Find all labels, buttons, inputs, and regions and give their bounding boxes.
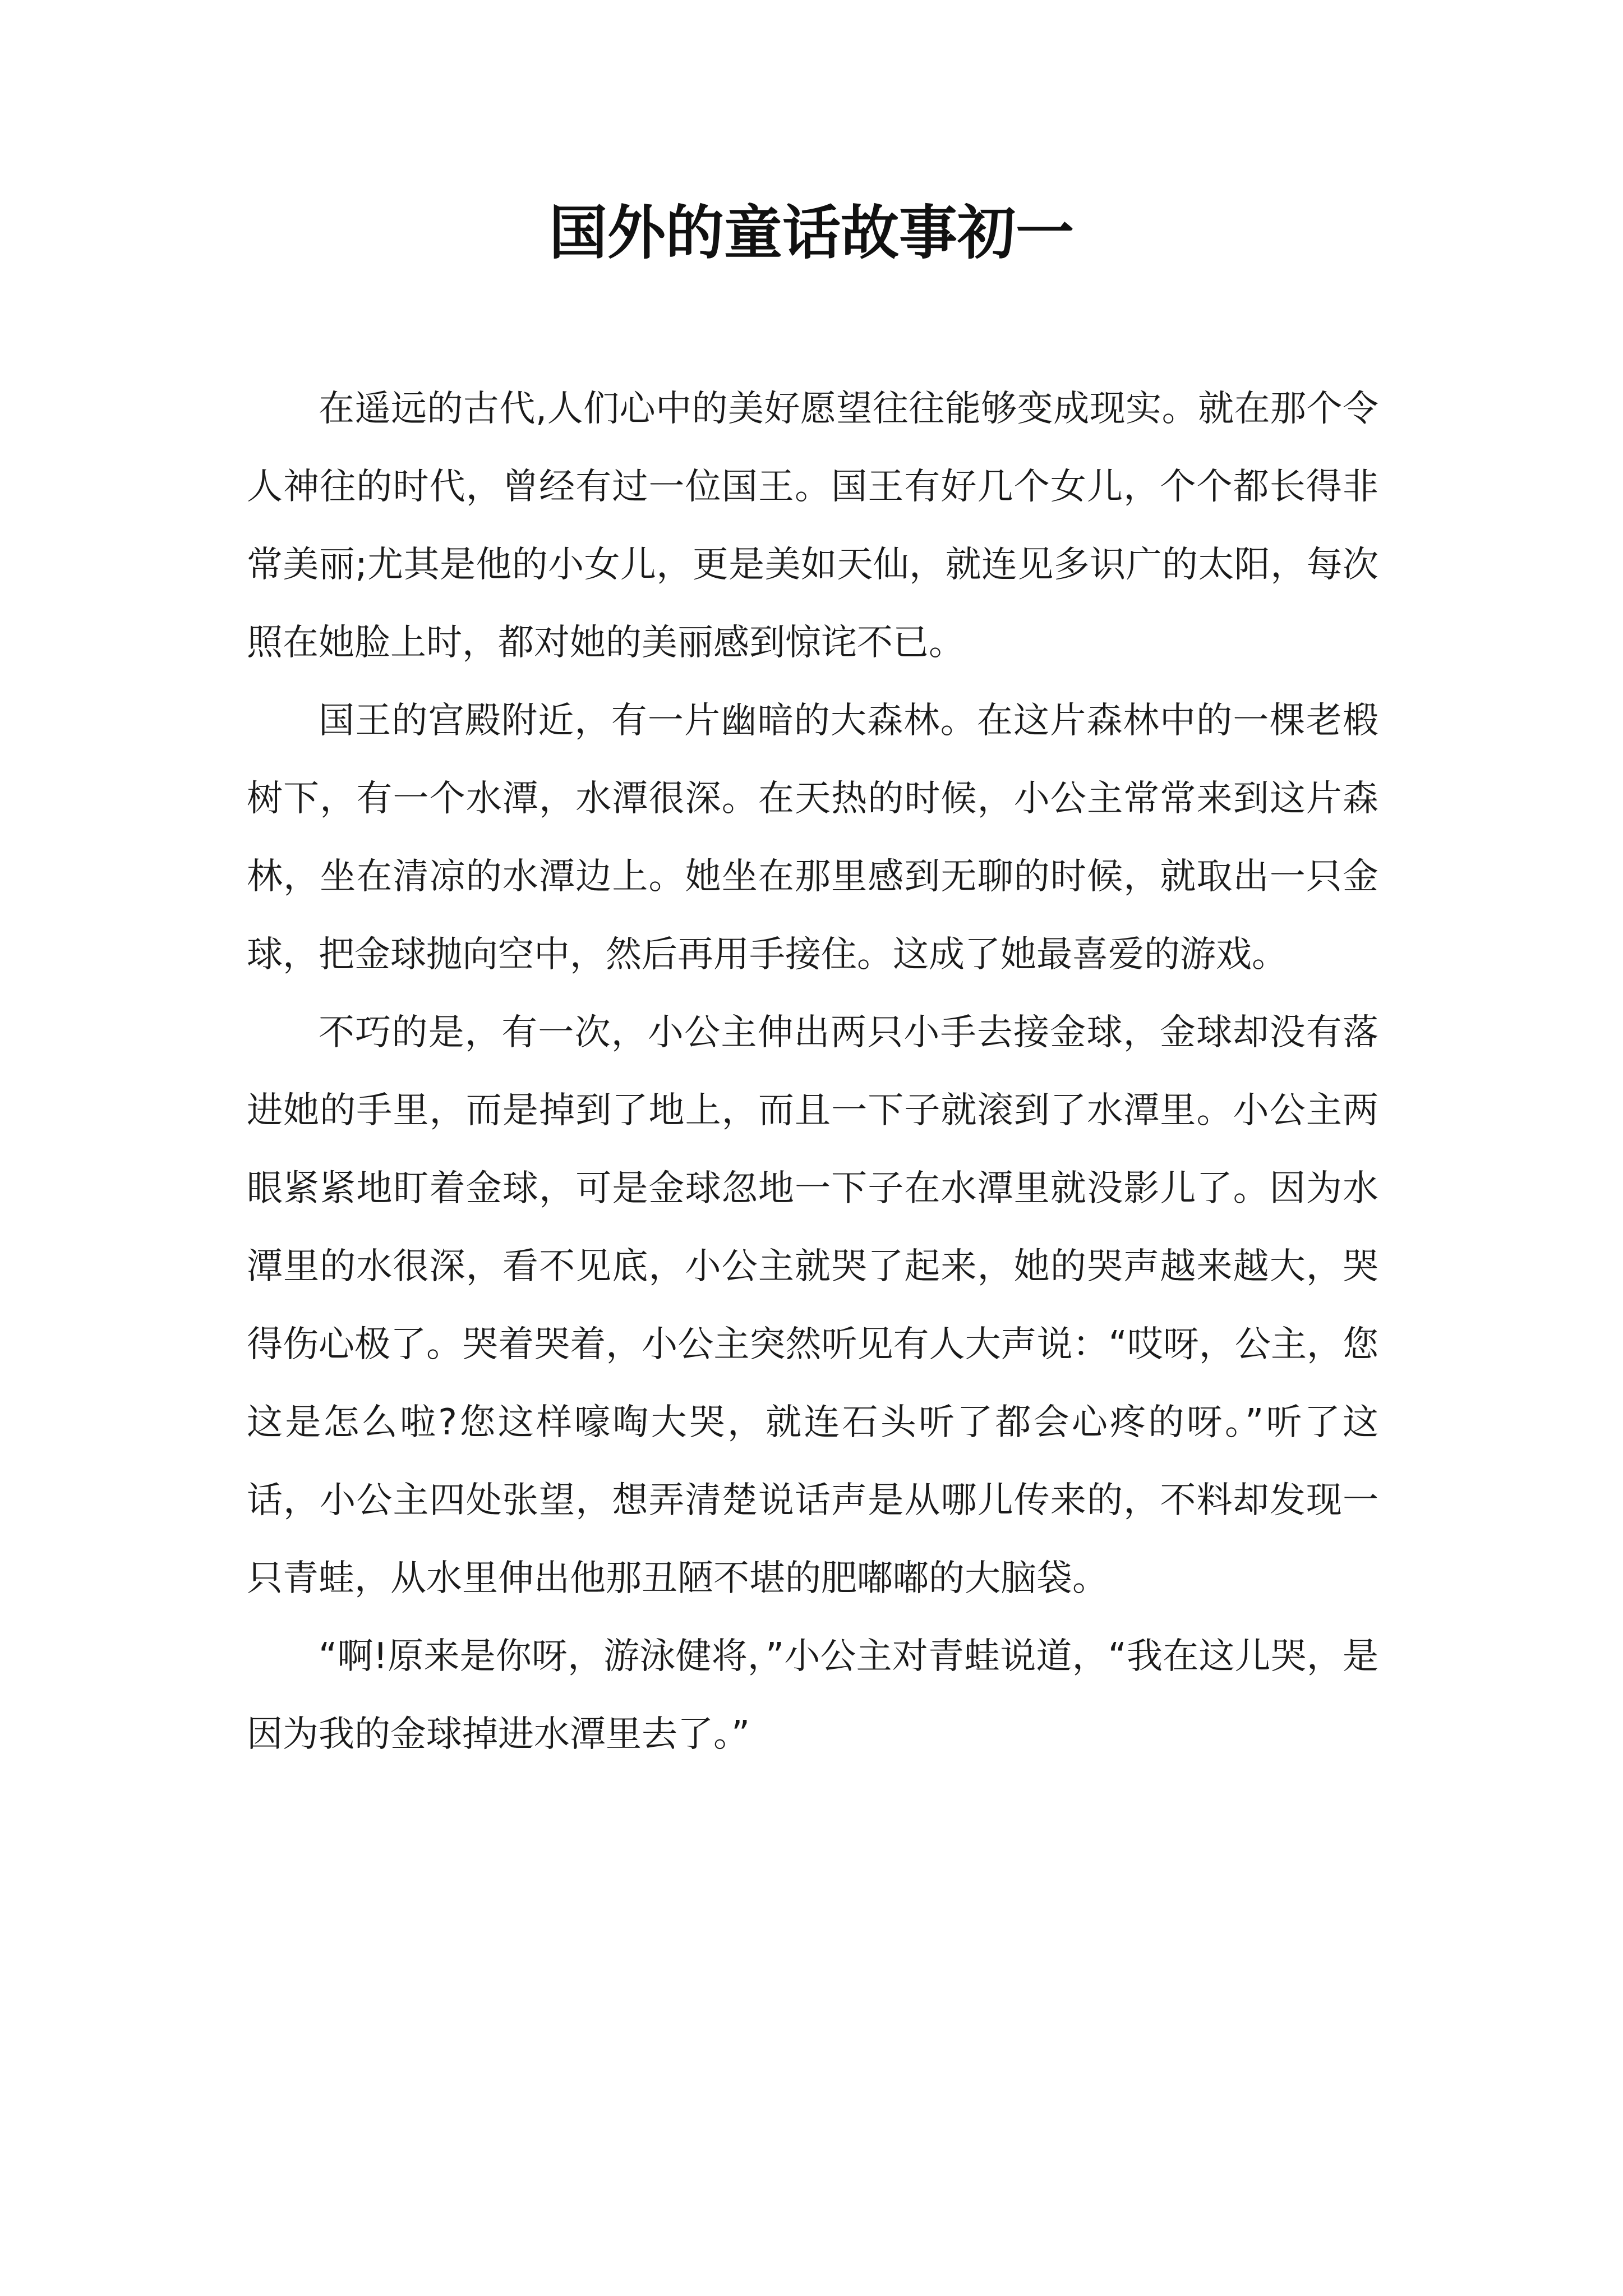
paragraph: “啊!原来是你呀，游泳健将，”小公主对青蛙说道，“我在这儿哭，是因为我的金球掉进水潭里去了。” bbox=[247, 1636, 1378, 1755]
paragraph: 不巧的是，有一次，小公主伸出两只小手去接金球，金球却没有落进她的手里，而是掉到了地上，而且一下子就滚到了水潭里。小公主两眼紧紧地盯着金球，可是金球忽地一下子在水潭里就没影儿了。因为水潭里的水很深，看不见底，小公主就哭了起来，她的哭声越来越大，哭得伤心极了。哭着哭着，小公主突然听见有人大声说：“哎呀，公主，您这是怎么啦?您这样嚎啕大哭，就连石头听了都会心疼的呀。”听了这话，小公主四处张望，想弄清楚说话声是从哪儿传来的，不料却发现一只青蛙，从水里伸出他那丑陋不堪的肥嘟嘟的大脑袋。 bbox=[247, 1012, 1378, 1599]
paragraph: 国王的宫殿附近，有一片幽暗的大森林。在这片森林中的一棵老椴树下，有一个水潭，水潭很深。在天热的时候，小公主常常来到这片森林，坐在清凉的水潭边上。她坐在那里感到无聊的时候，就取出一只金球，把金球抛向空中，然后再用手接住。这成了她最喜爱的游戏。 bbox=[247, 700, 1378, 976]
paragraph: 在遥远的古代,人们心中的美好愿望往往能够变成现实。就在那个令人神往的时代，曾经有过一位国王。国王有好几个女儿，个个都长得非常美丽;尤其是他的小女儿，更是美如天仙，就连见多识广的太阳，每次照在她脸上时，都对她的美丽感到惊诧不已。 bbox=[247, 388, 1378, 664]
document-title: 国外的童话故事初一 bbox=[548, 198, 1074, 267]
document-body bbox=[247, 370, 1378, 1774]
